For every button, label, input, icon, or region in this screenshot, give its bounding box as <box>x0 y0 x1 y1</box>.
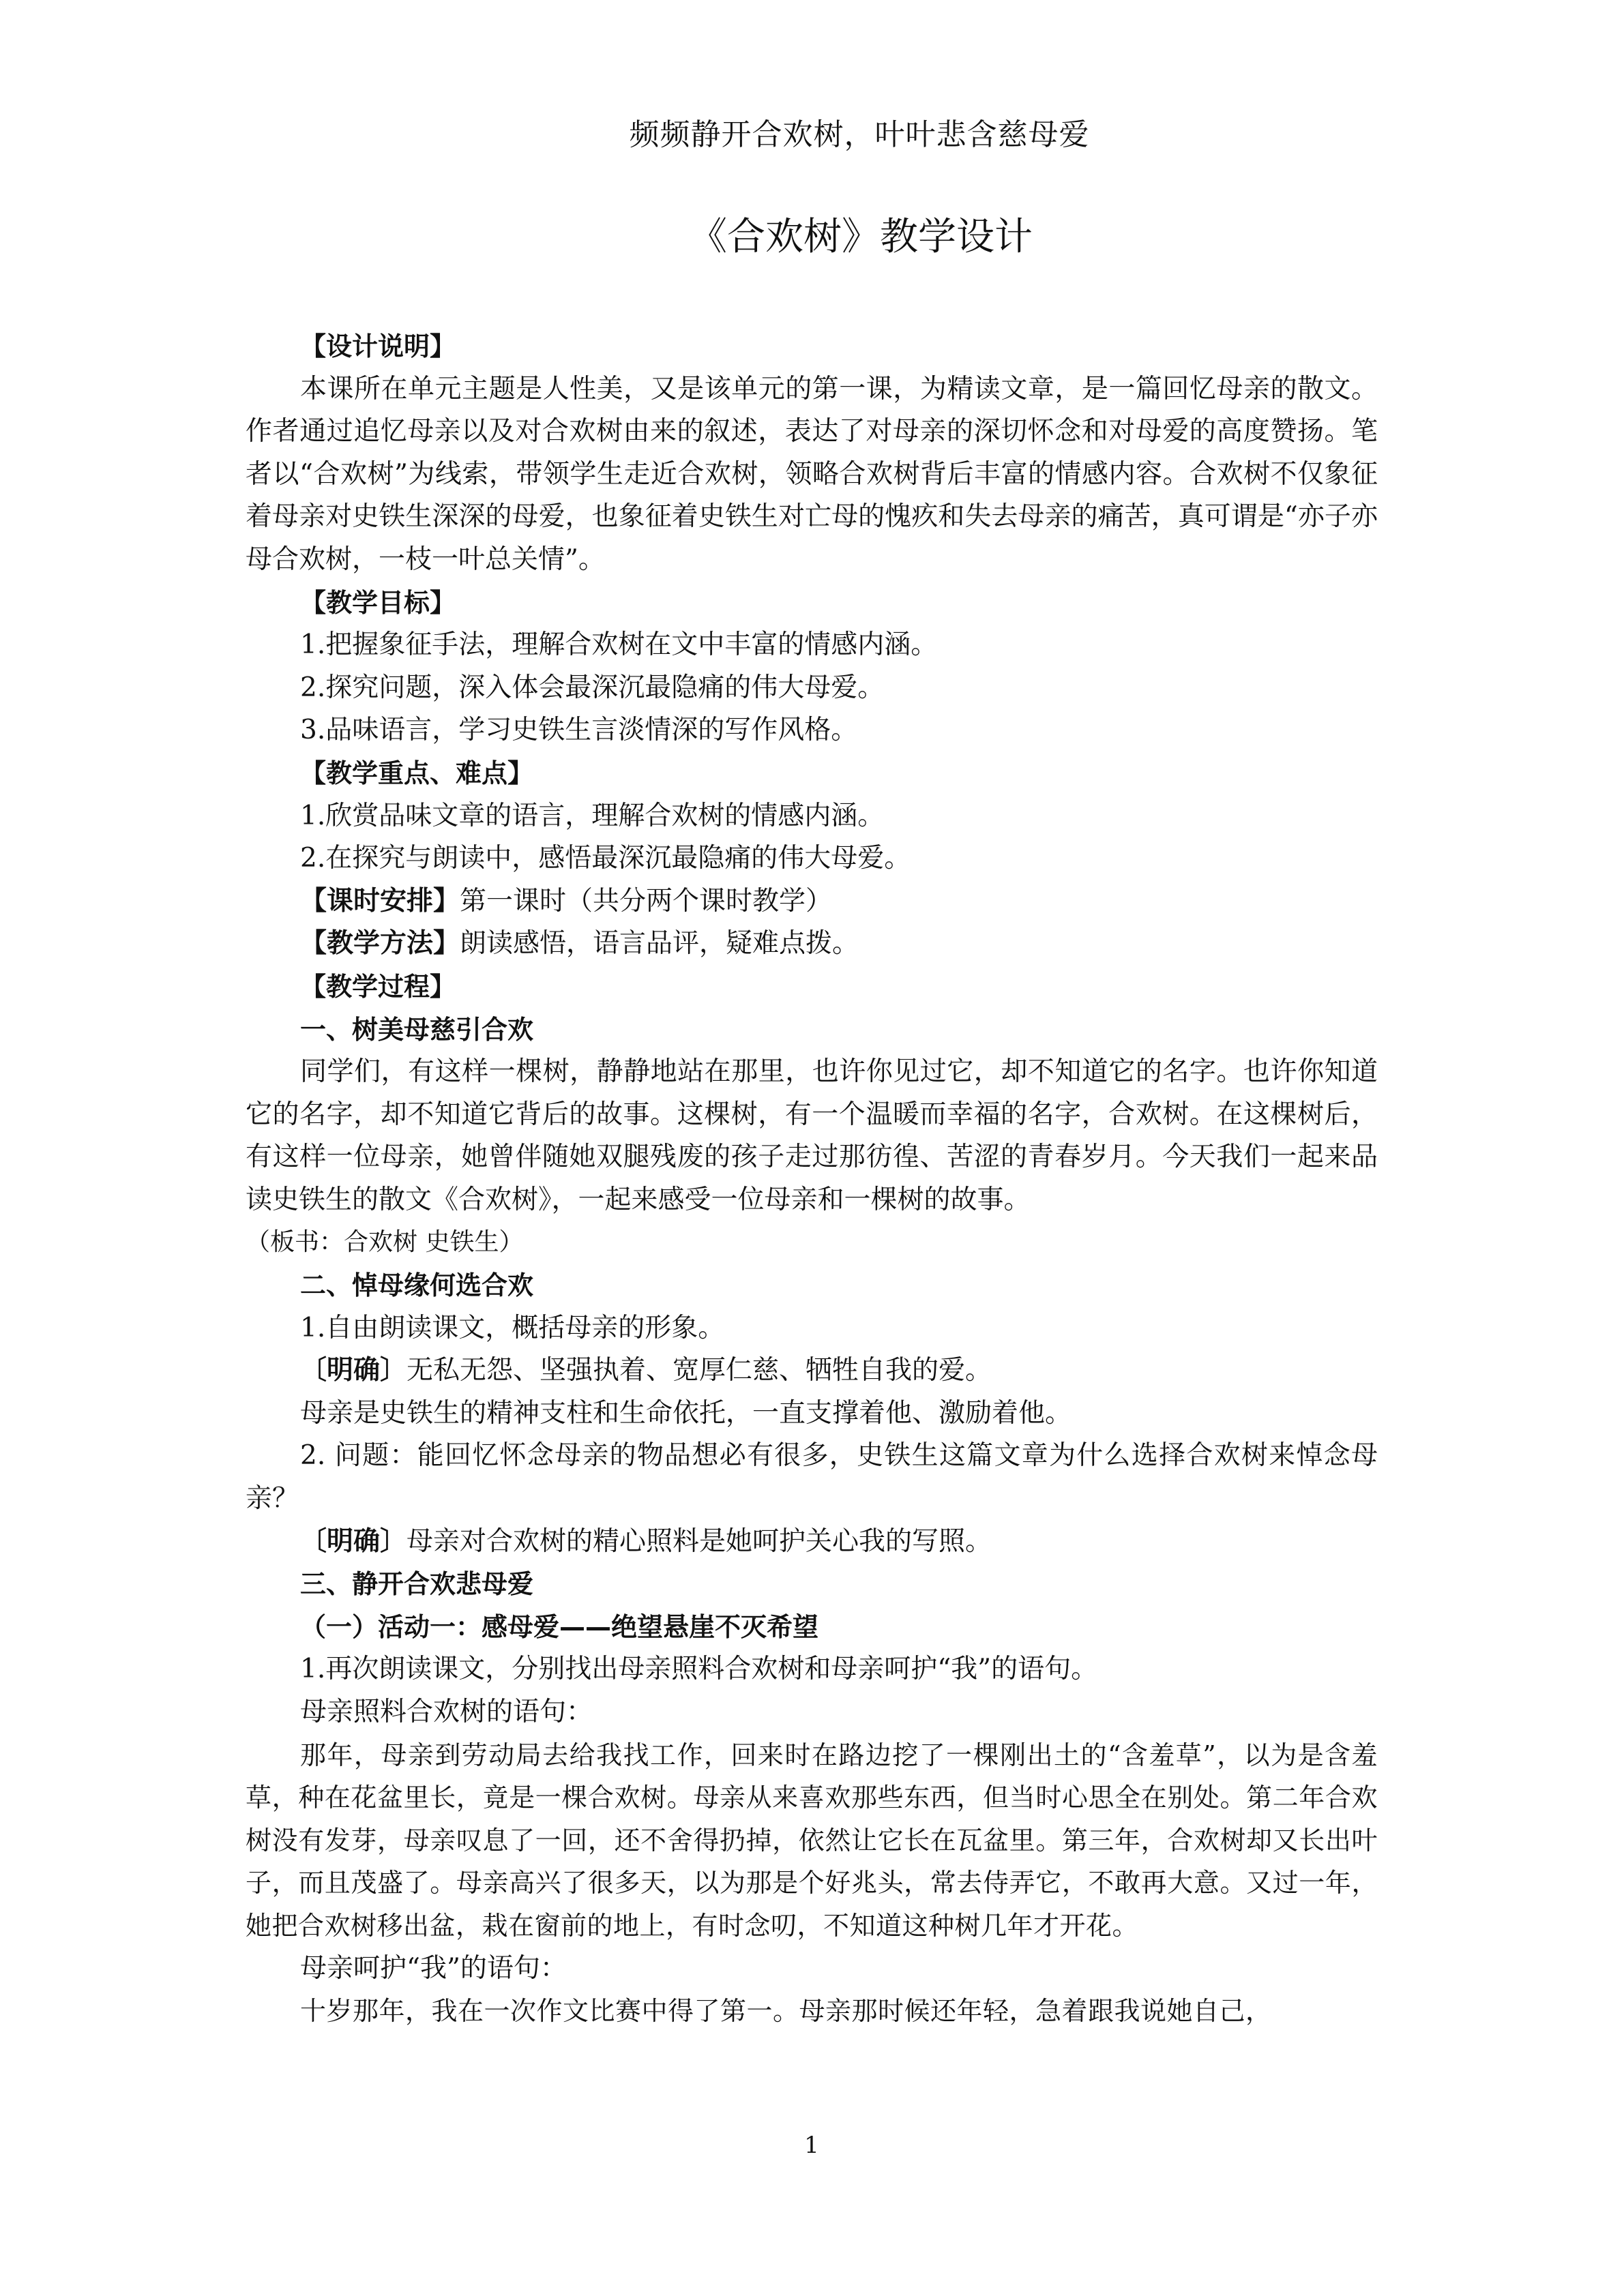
process-heading: 【教学过程】 <box>300 971 456 1002</box>
document-subtitle: 频频静开合欢树，叶叶悲含慈母爱 <box>629 117 1090 152</box>
schedule-line <box>246 880 1378 923</box>
me-quote-label: 母亲呵护“我”的语句： <box>300 1952 567 1984</box>
goal-item: 3.品味语言，学习史铁生言淡情深的写作风格。 <box>300 715 858 746</box>
part-one-heading: 一、树美母慈引合欢 <box>300 1014 534 1045</box>
part-two-question-one: 1.自由朗读课文，概括母亲的形象。 <box>300 1312 725 1343</box>
key-point-item: 2.在探究与朗读中，感悟最深沉最隐痛的伟大母爱。 <box>300 843 911 874</box>
tree-quote: 那年，母亲到劳动局去给我找工作，回来时在路边挖了一棵刚出土的“含羞草”，以为是含羞草，种在花盆里长，竟是一棵合欢树。母亲从来喜欢那些东西，但当时心思全在别处。第二年合欢树没有发芽，母亲叹息了一回，还不舍得扔掉，依然让它长在瓦盆里。第三年，合欢树却又长出叶子，而且茂盛了。母亲高兴了很多天，以为那是个好兆头，常去侍弄它，不敢再大意。又过一年，她把合欢树移出盆，栽在窗前的地上，有时念叨，不知道这种树几年才开花。 <box>246 1740 1378 1941</box>
activity-one-heading: （一）活动一：感母爱——绝望悬崖不灭希望 <box>300 1611 819 1642</box>
design-paragraph: 本课所在单元主题是人性美，又是该单元的第一课，为精读文章，是一篇回忆母亲的散文。作者通过追忆母亲以及对合欢树由来的叙述，表达了对母亲的深切怀念和对母爱的高度赞扬。笔者以“合欢树”为线索，带领学生走近合欢树，领略合欢树背后丰富的情感内容。合欢树不仅象征着母亲对史铁生深深的母爱，也象征着史铁生对亡母的愧疚和失去母亲的痛苦，真可谓是“亦子亦母合欢树，一枝一叶总关情”。 <box>246 373 1378 575</box>
schedule-label: 【课时安排】 <box>300 885 460 916</box>
document-body <box>246 325 1378 2033</box>
page-number: 1 <box>804 2132 819 2159</box>
clarify-label: 〔明确〕 <box>300 1525 407 1557</box>
mother-note: 母亲是史铁生的精神支柱和生命依托，一直支撑着他、激励着他。 <box>300 1397 1072 1429</box>
activity-one-task: 1.再次朗读课文，分别找出母亲照料合欢树和母亲呵护“我”的语句。 <box>300 1654 1098 1685</box>
key-point-item: 1.欣赏品味文章的语言，理解合欢树的情感内涵。 <box>300 800 885 831</box>
part-two-heading: 二、悼母缘何选合欢 <box>300 1270 534 1301</box>
method-label: 【教学方法】 <box>300 928 460 959</box>
goal-item: 2.探究问题，深入体会最深沉最隐痛的伟大母爱。 <box>300 672 885 703</box>
clarify-label: 〔明确〕 <box>300 1355 407 1386</box>
goal-item: 1.把握象征手法，理解合欢树在文中丰富的情感内涵。 <box>300 629 938 661</box>
clarify-text: 母亲对合欢树的精心照料是她呵护关心我的写照。 <box>407 1525 992 1557</box>
goals-heading: 【教学目标】 <box>300 587 456 618</box>
part-two-question-two: 2. 问题：能回忆怀念母亲的物品想必有很多，史铁生这篇文章为什么选择合欢树来悼念母亲？ <box>246 1440 1378 1515</box>
key-points-heading: 【教学重点、难点】 <box>300 758 534 788</box>
part-one-paragraph: 同学们，有这样一棵树，静静地站在那里，也许你见过它，却不知道它的名字。也许你知道它的名字，却不知道它背后的故事。这棵树，有一个温暖而幸福的名字，合欢树。在这棵树后，有这样一位母亲，她曾伴随她双腿残废的孩子走过那彷徨、苦涩的青春岁月。今天我们一起来品读史铁生的散文《合欢树》，一起来感受一位母亲和一棵树的故事。 <box>246 1056 1378 1215</box>
schedule-text: 第一课时（共分两个课时教学） <box>460 885 833 916</box>
part-three-heading: 三、静开合欢悲母爱 <box>300 1569 534 1600</box>
design-heading: 【设计说明】 <box>300 331 456 361</box>
tree-quote-label: 母亲照料合欢树的语句： <box>300 1697 593 1727</box>
method-text: 朗读感悟，语言品评，疑难点拨。 <box>460 928 859 959</box>
clarify-line-one <box>246 1350 1378 1392</box>
me-quote: 十岁那年，我在一次作文比赛中得了第一。母亲那时候还年轻，急着跟我说她自己， <box>300 1996 1272 2027</box>
clarify-line-two <box>246 1521 1378 1564</box>
clarify-text: 无私无怨、坚强执着、宽厚仁慈、牺牲自我的爱。 <box>407 1355 992 1386</box>
document-title: 《合欢树》教学设计 <box>689 215 1033 259</box>
board-note: （板书：合欢树 史铁生） <box>246 1228 524 1257</box>
method-line <box>246 923 1378 966</box>
